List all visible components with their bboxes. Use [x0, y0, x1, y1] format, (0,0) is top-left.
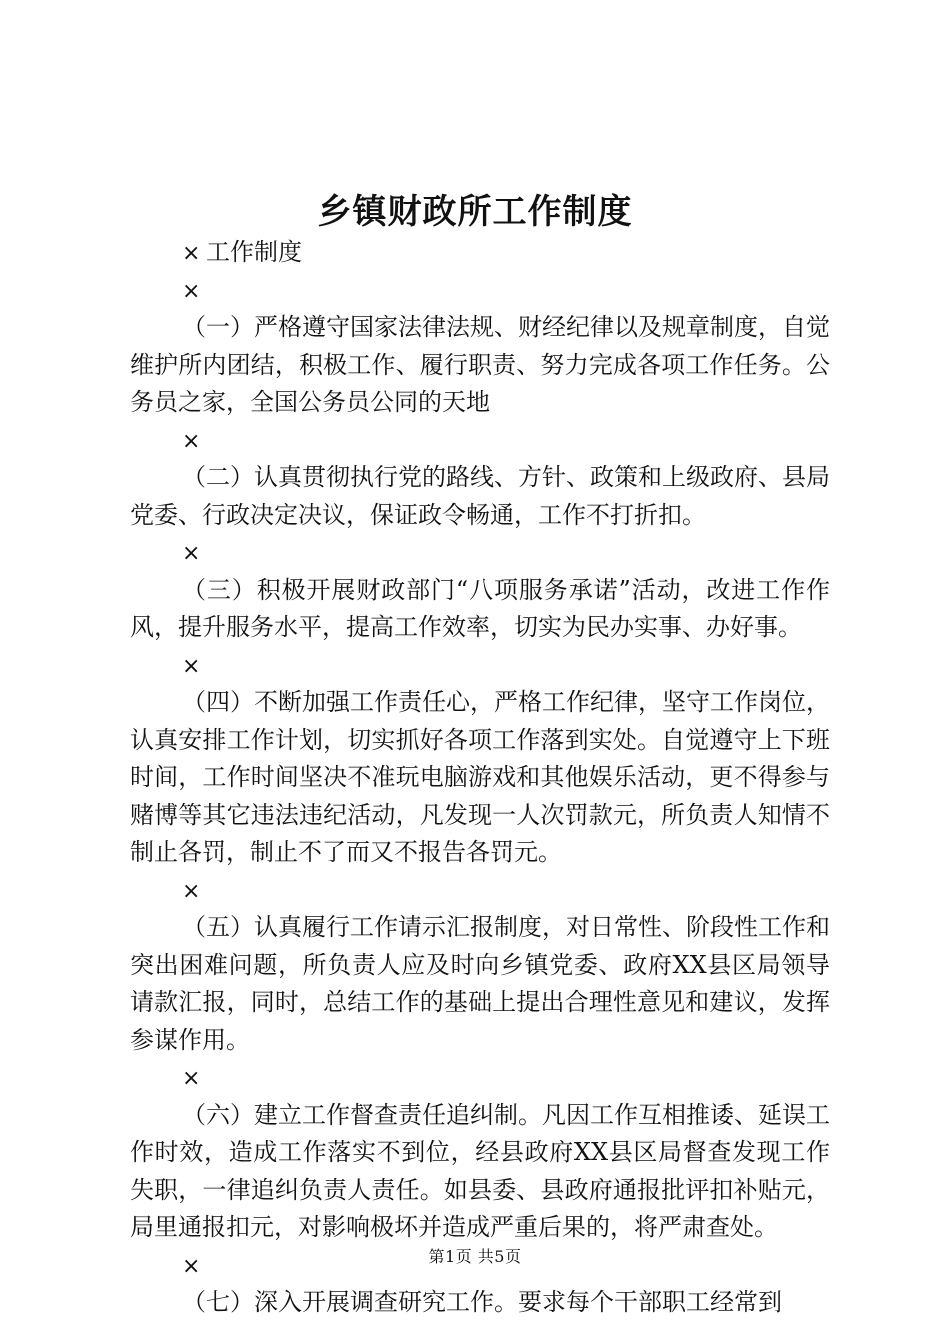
- cross-mark-icon: ×: [182, 878, 201, 904]
- separator-mark: [130, 1059, 830, 1097]
- page-footer: 第1页 共5页: [428, 1247, 522, 1266]
- cross-mark-icon: ×: [182, 541, 201, 566]
- paragraph: （二）认真贯彻执行党的路线、方针、政策和上级政府、县局党委、行政决定决议，保证政令畅通，工作不打折扣。: [130, 463, 830, 529]
- cross-mark-icon: ×: [182, 1253, 201, 1279]
- separator-mark: [130, 647, 830, 685]
- separator-mark: [130, 534, 830, 572]
- cross-mark-icon: ×: [182, 241, 201, 266]
- cross-mark-icon: ×: [182, 278, 201, 304]
- cross-mark-icon: ×: [182, 653, 201, 679]
- paragraph: （六）建立工作督查责任追纠制。凡因工作互相推诿、延误工作时效，造成工作落实不到位，经县政府XX县区局督查发现工作失职，一律追纠负责人责任。如县委、县政府通报批评扣补贴元，局里通报扣元，对影响极坏并造成严重后果的，将严肃查处。: [130, 1100, 830, 1241]
- separator-mark: [130, 422, 830, 460]
- document-body: [130, 234, 830, 1322]
- paragraph: （七）深入开展调查研究工作。要求每个干部职工经常到: [182, 1288, 782, 1316]
- document-title: 乡镇财政所工作制度: [317, 192, 633, 232]
- cross-mark-icon: ×: [182, 1066, 201, 1091]
- section-heading: [130, 234, 830, 272]
- paragraph: （四）不断加强工作责任心，严格工作纪律，坚守工作岗位，认真安排工作计划，切实抓好各项工作落到实处。自觉遵守上下班时间，工作时间坚决不准玩电脑游戏和其他娱乐活动，更不得参与赌博等其它违法违纪活动，凡发现一人次罚款元，所负责人知情不制止各罚，制止不了而又不报告各罚元。: [130, 688, 830, 866]
- paragraph: （五）认真履行工作请示汇报制度，对日常性、阶段性工作和突出困难问题，所负责人应及时向乡镇党委、政府XX县区局领导请款汇报，同时，总结工作的基础上提出合理性意见和建议，发挥参谋作用。: [130, 913, 830, 1054]
- separator-mark: [130, 872, 830, 910]
- paragraph: （三）积极开展财政部门“八项服务承诺”活动，改进工作作风，提升服务水平，提高工作效率，切实为民办实事、办好事。: [130, 575, 830, 641]
- cross-mark-icon: ×: [182, 428, 201, 454]
- paragraph: （一）严格遵守国家法律法规、财经纪律以及规章制度，自觉维护所内团结，积极工作、履行职责、努力完成各项工作任务。公务员之家，全国公务员公同的天地: [130, 313, 830, 416]
- section-heading-text: 工作制度: [206, 238, 302, 266]
- separator-mark: [130, 272, 830, 310]
